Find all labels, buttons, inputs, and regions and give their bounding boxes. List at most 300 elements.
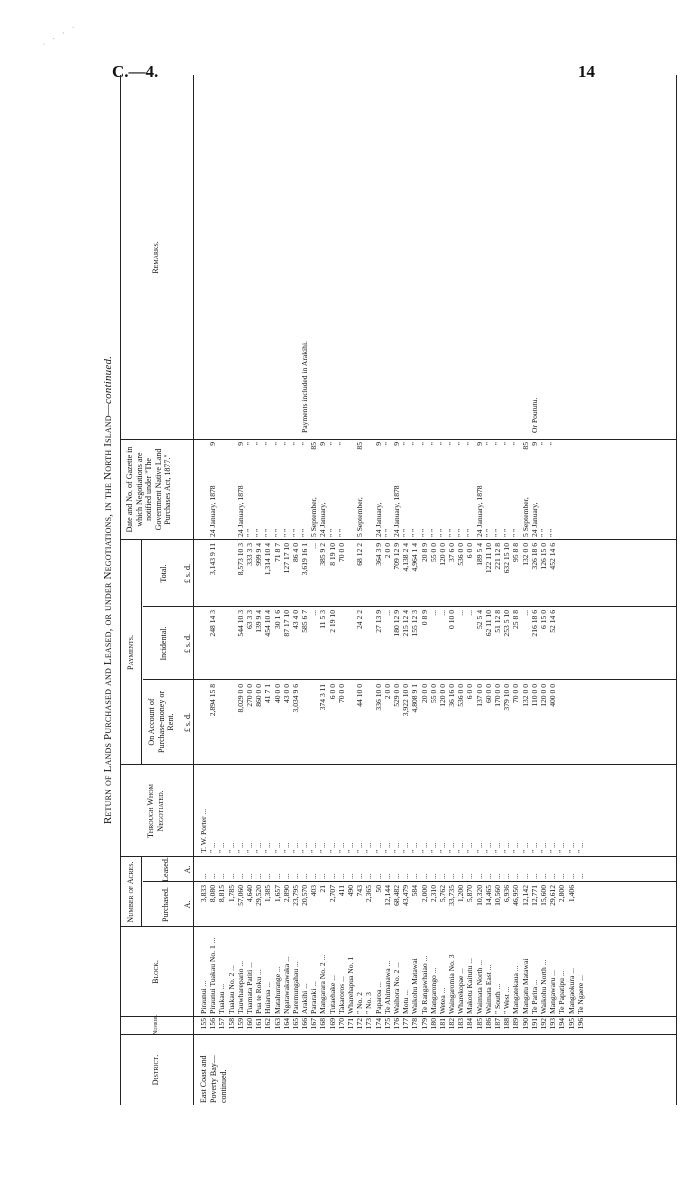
cell-leased: ... (355, 873, 365, 879)
cell-purchased: 15,600 (538, 885, 548, 906)
cell-date: " " (327, 528, 337, 537)
cell-date: " " (410, 528, 420, 537)
cell-no: 181 (437, 1018, 447, 1030)
cell-gz: " (272, 442, 282, 446)
cell-gz: " (437, 442, 447, 446)
unit-money: £ s. d. (183, 712, 192, 733)
cell-block: Makotu Kaitutu ... (465, 958, 475, 1014)
cell-total: 55 0 0 (428, 543, 438, 562)
col-district: District. (151, 1054, 160, 1086)
cell-date: " " (511, 528, 521, 537)
cell-gz: 9 (373, 442, 383, 446)
cell-through: " ... (226, 842, 236, 853)
cell-through: " ... (493, 842, 502, 853)
cell-no: 192 (538, 1018, 548, 1030)
cell-leased: ... (511, 873, 521, 879)
cell-date: " " (493, 528, 502, 537)
cell-block: Te Ahimanawa ... (382, 960, 392, 1014)
cell-block: Ngatawakawaka ... (281, 956, 291, 1014)
cell-block: " South ... (493, 983, 502, 1014)
table-row (236, 75, 245, 1105)
cell-date: 24 January, 1878 (235, 485, 245, 537)
cell-no: 188 (502, 1018, 512, 1030)
cell-incid: 51 12 8 (493, 610, 502, 633)
table-body (199, 75, 585, 1105)
table-row (364, 75, 373, 1105)
cell-through: " ... (373, 842, 383, 853)
cell-through: " ... (474, 842, 484, 853)
cell-no: 194 (557, 1018, 567, 1030)
cell-leased: ... (336, 873, 346, 879)
cell-through: " ... (290, 842, 300, 853)
cell-incid: 454 10 4 (263, 610, 273, 637)
cell-total: 326 18 6 (529, 543, 539, 570)
cell-gz: " (382, 442, 392, 446)
cell-total: 364 3 9 (373, 543, 383, 566)
cell-gz: " (456, 442, 466, 446)
cell-purchased: 29,520 (254, 885, 264, 906)
col-leased: Leased. (161, 857, 170, 882)
cell-acct: 132 0 0 (520, 684, 530, 707)
title-tail: continued. (102, 355, 114, 405)
cell-no: 163 (272, 1018, 282, 1030)
cell-block: Takaroros ... (336, 976, 346, 1014)
cell-block: Tauwharepario ... (235, 960, 245, 1014)
cell-gz: 85 (309, 442, 319, 450)
cell-no: 183 (456, 1018, 466, 1030)
cell-total: 127 17 10 (281, 543, 291, 574)
cell-no: 165 (290, 1018, 300, 1030)
cell-gz: " (428, 442, 438, 446)
cell-gz: " (263, 442, 273, 446)
cell-total: 120 0 0 (437, 543, 447, 566)
cell-leased: ... (327, 873, 337, 879)
cell-purchased: 403 (309, 885, 319, 897)
cell-total: 221 12 8 (493, 543, 502, 570)
cell-purchased: 743 (355, 885, 365, 897)
cell-leased: ... (346, 873, 355, 879)
cell-incid: ... (465, 610, 475, 616)
cell-leased: ... (244, 873, 254, 879)
cell-total: 132 0 0 (520, 543, 530, 566)
cell-no: 184 (465, 1018, 475, 1030)
table-row (548, 75, 557, 1105)
cell-purchased: 12,771 (529, 885, 539, 906)
table-row (539, 75, 548, 1105)
cell-leased: ... (566, 873, 576, 879)
cell-acct: 170 0 0 (493, 684, 502, 707)
table-row (227, 75, 236, 1105)
cell-through: " ... (364, 842, 374, 853)
cell-purchased: 23,795 (290, 885, 300, 906)
cell-through: " ... (437, 842, 447, 853)
cell-through: " ... (318, 842, 328, 853)
cell-gz: " (465, 442, 475, 446)
cell-acct: 6 0 0 (465, 684, 475, 700)
cell-gz: 9 (235, 442, 245, 446)
cell-block: Mangaokura ... (566, 968, 576, 1014)
table-row (383, 75, 392, 1105)
cell-date: " " (281, 528, 291, 537)
cell-total: 71 8 7 (272, 543, 282, 562)
cell-date: " " (382, 528, 392, 537)
cell-block: Waimata North ... (474, 959, 484, 1014)
cell-leased: ... (199, 873, 208, 879)
cell-block: Paremungahau ... (290, 961, 300, 1014)
cell-block: Paparoa ... (373, 981, 383, 1014)
cell-purchased: 490 (346, 885, 355, 897)
cell-block: " No. 3 (364, 992, 374, 1014)
cell-acct: 44 10 0 (355, 684, 365, 707)
unit-acres-leased: A. (183, 865, 192, 874)
cell-incid: ... (520, 610, 530, 616)
col-block: Block. (151, 960, 160, 984)
cell-leased: ... (263, 873, 273, 879)
cell-purchased: 1,657 (272, 885, 282, 903)
cell-no: 167 (309, 1018, 319, 1030)
cell-no: 193 (548, 1018, 558, 1030)
table-row (401, 75, 410, 1105)
cell-through: " ... (447, 842, 457, 853)
cell-through: " ... (529, 842, 539, 853)
cell-total: 4,964 1 4 (410, 543, 420, 572)
cell-acct: 3,034 9 6 (290, 684, 300, 713)
cell-through: " ... (355, 842, 365, 853)
cell-date: " " (272, 528, 282, 537)
col-acres-group: Number of Acres. (126, 861, 135, 923)
cell-purchased: 10,320 (474, 885, 484, 906)
cell-purchased: 20,570 (300, 885, 310, 906)
cell-acct: 70 0 0 (336, 684, 346, 703)
cell-leased: ... (474, 873, 484, 879)
cell-acct: 374 3 11 (318, 684, 328, 711)
cell-acct: 270 0 0 (244, 684, 254, 707)
cell-incid: ... (437, 610, 447, 616)
cell-incid: 6 15 0 (538, 610, 548, 629)
cell-block: Waikohu Matawai (410, 958, 420, 1014)
cell-total: 1,314 10 4 (263, 543, 273, 576)
cell-acct: 36 16 0 (447, 684, 457, 707)
cell-leased: ... (254, 873, 264, 879)
cell-incid: ... (382, 610, 392, 616)
cell-block: Waingaromia No. 3 (447, 954, 457, 1014)
cell-date: " " (300, 528, 310, 537)
rule (141, 540, 142, 765)
cell-acct: 379 10 0 (502, 684, 512, 711)
cell-no: 178 (410, 1018, 420, 1030)
cell-acct: 400 0 0 (548, 684, 558, 707)
cell-block: " No. 2 (355, 992, 365, 1014)
cell-date: 5 September, (355, 497, 365, 537)
cell-block: Te Ngaere ... (575, 975, 585, 1014)
cell-purchased: 4,640 (244, 885, 254, 903)
cell-leased: ... (318, 873, 328, 879)
cell-date: 24 January, 1878 (208, 485, 218, 537)
table-row (355, 75, 364, 1105)
cell-leased: ... (391, 873, 401, 879)
table-row (328, 75, 337, 1105)
cell-through: " ... (428, 842, 438, 853)
cell-through: " ... (483, 842, 493, 853)
cell-gz: " (300, 442, 310, 446)
cell-date: " " (538, 528, 548, 537)
cell-purchased: 2,000 (419, 885, 429, 903)
cell-no: 195 (566, 1018, 576, 1030)
cell-no: 177 (401, 1018, 411, 1030)
cell-through: " ... (272, 842, 282, 853)
cell-date: " " (336, 528, 346, 537)
cell-date: 24 January, 1878 (474, 485, 484, 537)
cell-leased: ... (575, 873, 585, 879)
cell-purchased: 2,365 (364, 885, 374, 903)
cell-no: 176 (391, 1018, 401, 1030)
cell-gz: " (327, 442, 337, 446)
cell-leased: ... (373, 873, 383, 879)
table-row (263, 75, 272, 1105)
cell-total: 3,619 16 1 (300, 543, 310, 576)
table-title (102, 75, 114, 1105)
cell-through: " ... (548, 842, 558, 853)
table-row (521, 75, 530, 1105)
cell-leased: ... (272, 873, 282, 879)
cell-purchased: 50 (373, 885, 383, 893)
cell-incid: 180 12 9 (391, 610, 401, 637)
document-code: C.—4. (112, 62, 159, 81)
table-row (346, 75, 355, 1105)
table-row (410, 75, 419, 1105)
cell-acct: 3,922 10 0 (401, 684, 411, 717)
cell-no: 191 (529, 1018, 539, 1030)
cell-block: Tutaehake ... (327, 975, 337, 1014)
cell-through: " ... (566, 842, 576, 853)
cell-gz: " (483, 442, 493, 446)
cell-gz: 85 (520, 442, 530, 450)
cell-purchased: 1,200 (456, 885, 466, 903)
cell-purchased: 43,479 (401, 885, 411, 906)
cell-total: 122 11 10 (483, 543, 493, 574)
cell-no: 169 (327, 1018, 337, 1030)
cell-acct: 4,808 9 1 (410, 684, 420, 713)
cell-through: " ... (382, 842, 392, 853)
cell-incid: 11 5 3 (318, 610, 328, 629)
cell-gz: " (538, 442, 548, 446)
cell-purchased: 8,080 (208, 885, 218, 903)
cell-block: Motu ... (401, 989, 411, 1014)
rotated-table-stage (102, 75, 677, 1105)
cell-no: 161 (254, 1018, 264, 1030)
cell-leased: ... (447, 873, 457, 879)
cell-gz: " (419, 442, 429, 446)
cell-block: Mangarara No. 2 ... (318, 954, 328, 1014)
cell-no: 189 (511, 1018, 521, 1030)
cell-leased: ... (300, 873, 310, 879)
cell-purchased: 21 (318, 885, 328, 893)
cell-date: " " (263, 528, 273, 537)
table-row (254, 75, 263, 1105)
cell-block: Mangarongo ... (428, 967, 438, 1014)
cell-date: 24 January, 1878 (391, 485, 401, 537)
cell-block: Tuamata Patiti ... (244, 962, 254, 1014)
table-row (273, 75, 282, 1105)
table-row (245, 75, 254, 1105)
cell-purchased: 8,815 (217, 885, 227, 903)
cell-total: 536 0 0 (456, 543, 466, 566)
table-row (502, 75, 511, 1105)
cell-date: " " (483, 528, 493, 537)
cell-no: 171 (346, 1018, 355, 1030)
cell-no: 173 (364, 1018, 374, 1030)
cell-gz: " (548, 442, 558, 446)
cell-through: " ... (235, 842, 245, 853)
cell-total: 999 9 4 (254, 543, 264, 566)
cell-remark: Payments included in Arakihi. (300, 341, 310, 433)
col-through: Through Whom Negotiated. (146, 784, 165, 838)
cell-through: " ... (511, 842, 521, 853)
cell-acct: 120 0 0 (538, 684, 548, 707)
cell-gz: " (410, 442, 420, 446)
cell-total: 86 4 0 (290, 543, 300, 562)
cell-gz: " (336, 442, 346, 446)
cell-block: Waimata East ... (483, 964, 493, 1014)
cell-block: Tuakau No. 2 ... (226, 965, 236, 1014)
cell-no: 187 (493, 1018, 502, 1030)
cell-gz: " (447, 442, 457, 446)
cell-no: 186 (483, 1018, 493, 1030)
table-row (300, 75, 309, 1105)
cell-leased: ... (465, 873, 475, 879)
cell-incid: 544 10 3 (235, 610, 245, 637)
cell-no: 190 (520, 1018, 530, 1030)
cell-acct: 60 0 0 (483, 684, 493, 703)
cell-no: 160 (244, 1018, 254, 1030)
table-row (484, 75, 493, 1105)
col-incidental: Incidental. (159, 626, 168, 661)
cell-gz: " (254, 442, 264, 446)
cell-through: " ... (309, 842, 319, 853)
cell-through: " ... (327, 842, 337, 853)
page-number: 14 (578, 62, 595, 81)
cell-purchased: 12,142 (520, 885, 530, 906)
cell-no: 196 (575, 1018, 585, 1030)
table-row (576, 75, 585, 1105)
cell-purchased: 12,144 (382, 885, 392, 906)
cell-incid: 0 10 0 (447, 610, 457, 629)
cell-gz: " (401, 442, 411, 446)
cell-leased: ... (557, 873, 567, 879)
cell-block: Pararaki ... (309, 981, 319, 1014)
cell-gz: " (290, 442, 300, 446)
cell-date: " " (401, 528, 411, 537)
cell-total: 37 6 0 (447, 543, 457, 562)
table-row (493, 75, 502, 1105)
cell-incid: 27 13 9 (373, 610, 383, 633)
cell-purchased: 68,482 (391, 885, 401, 906)
rule (141, 857, 142, 927)
page-speck: · · · · (40, 20, 80, 50)
table-row (291, 75, 300, 1105)
cell-through: " ... (336, 842, 346, 853)
cell-no: 170 (336, 1018, 346, 1030)
cell-purchased: 6,936 (502, 885, 512, 903)
cell-block: Huiarua ... (263, 981, 273, 1014)
cell-leased: ... (437, 873, 447, 879)
cell-block: Matahurange ... (272, 966, 282, 1014)
cell-block: Te Papatipu ... (557, 970, 567, 1014)
table-row (530, 75, 539, 1105)
cell-purchased: 5,870 (465, 885, 475, 903)
cell-incid: 139 9 4 (254, 610, 264, 633)
cell-leased: ... (208, 873, 218, 879)
cell-block: Piraunui Tuakau No. 1 ... (208, 937, 218, 1014)
cell-total: ... (309, 543, 319, 549)
cell-block: Mangawaru ... (548, 970, 558, 1014)
table-row (318, 75, 327, 1105)
cell-total: 95 8 8 (511, 543, 521, 562)
cell-through: " ... (244, 842, 254, 853)
table-row (465, 75, 474, 1105)
cell-date: 24 January, (373, 502, 383, 537)
cell-total: 8,573 10 3 (235, 543, 245, 576)
cell-incid: 43 4 0 (290, 610, 300, 629)
cell-leased: ... (410, 873, 420, 879)
cell-purchased: 411 (336, 885, 346, 897)
cell-no: 159 (235, 1018, 245, 1030)
cell-block: Tuakau ... (217, 983, 227, 1014)
cell-incid: ... (456, 610, 466, 616)
cell-through: " ... (254, 842, 264, 853)
cell-block: Te Parita ... (529, 979, 539, 1014)
table-row (475, 75, 484, 1105)
cell-no: 174 (373, 1018, 383, 1030)
cell-block: Piraunui ... (199, 980, 208, 1014)
cell-block: Wharehapua No. 1 (346, 956, 355, 1014)
table-row (438, 75, 447, 1105)
cell-purchased: 1,785 (226, 885, 236, 903)
col-purchased: Purchased. (161, 887, 170, 922)
cell-date: 5 September, (309, 497, 319, 537)
cell-leased: ... (428, 873, 438, 879)
table-row (511, 75, 520, 1105)
cell-no: 157 (217, 1018, 227, 1030)
cell-leased: ... (309, 873, 319, 879)
cell-purchased: 3,833 (199, 885, 208, 903)
cell-total: 452 14 6 (548, 543, 558, 570)
cell-incid: 87 17 10 (281, 610, 291, 637)
cell-through: " ... (263, 842, 273, 853)
cell-incid: ... (309, 610, 319, 616)
cell-total: 3,143 9 11 (208, 543, 218, 575)
table-row (374, 75, 383, 1105)
cell-date: 5 September, (520, 497, 530, 537)
cell-date: " " (428, 528, 438, 537)
cell-block: Wetea ... (437, 987, 447, 1014)
cell-total: 20 8 9 (419, 543, 429, 562)
cell-acct: 55 0 0 (428, 684, 438, 703)
cell-date: " " (419, 528, 429, 537)
cell-purchased: 46,950 (511, 885, 521, 906)
cell-remark: Or Poututu. (529, 397, 539, 433)
cell-incid: ... (428, 610, 438, 616)
cell-incid: 155 12 3 (410, 610, 420, 637)
cell-acct: 43 0 0 (281, 684, 291, 703)
table-row (217, 75, 226, 1105)
cell-date: " " (502, 528, 512, 537)
unit-money: £ s. d. (183, 563, 192, 584)
col-payments-group: Payments. (126, 635, 135, 670)
cell-incid: 52 5 4 (474, 610, 484, 629)
cell-purchased: 2,707 (327, 885, 337, 903)
title-lead: Return of Lands Purchased and Leased, or under Negotiations, in the North Island— (102, 404, 114, 825)
